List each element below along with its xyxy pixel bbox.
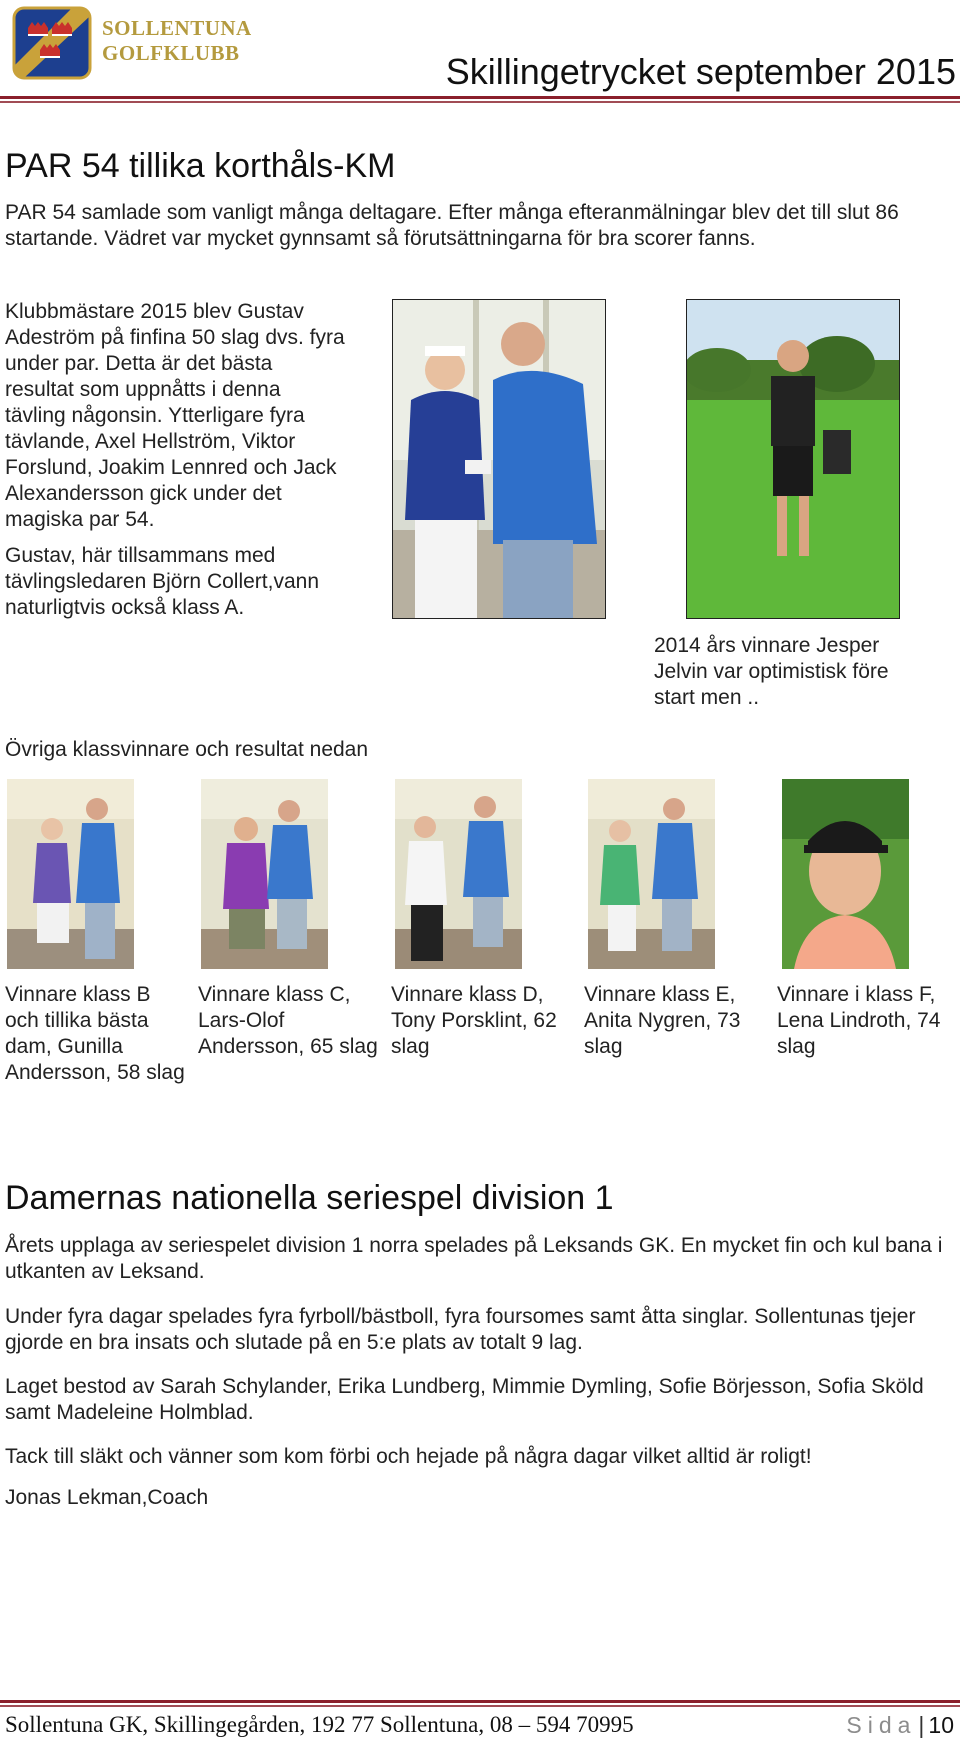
coach-signature: Jonas Lekman,Coach	[5, 1486, 209, 1509]
section-title-division1: Damernas nationella seriespel division 1	[5, 1179, 614, 1217]
photo-winner-class-e	[588, 779, 715, 969]
photo-winner-class-f-image	[782, 779, 909, 969]
photo-jesper-course	[686, 299, 900, 619]
division1-paragraph-thanks: Tack till släkt och vänner som kom förbi och hejade på några dagar vilket alltid är roligt!	[5, 1445, 812, 1468]
caption-winner-class-d: Vinnare klass D, Tony Porsklint, 62 slag	[391, 983, 557, 1058]
photo-winner-class-d-image	[395, 779, 522, 969]
header-rule	[0, 96, 960, 99]
footer-page-indicator	[846, 1711, 954, 1739]
footer-rule-secondary	[0, 1705, 960, 1707]
club-champion-paragraph: Klubbmästare 2015 blev Gustav Adeström på finfina 50 slag dvs. fyra under par. Detta är det bästa resultat som uppnåtts i denna tävling någonsin. Ytterligare fyra tävlande, Axel Hellström, Viktor Forslund, Joakim Lennred och Jack Alexandersson gick under det magiska par 54.	[5, 300, 345, 531]
caption-winner-class-f: Vinnare i klass F, Lena Lindroth, 74 slag	[777, 983, 941, 1058]
other-class-winners-heading: Övriga klassvinnare och resultat nedan	[5, 738, 369, 761]
club-name-line1: SOLLENTUNA	[102, 16, 252, 40]
division1-paragraph-team: Laget bestod av Sarah Schylander, Erika Lundberg, Mimmie Dymling, Sofie Börjesson, Sofia Sköld samt Madeleine Holmblad.	[5, 1375, 924, 1424]
footer-page-separator: |	[918, 1712, 925, 1738]
caption-winner-class-c: Vinnare klass C, Lars-Olof Andersson, 65 slag	[198, 983, 378, 1058]
club-name-line2: GOLFKLUBB	[102, 41, 240, 65]
footer-page-number: 10	[928, 1712, 954, 1738]
jesper-photo-caption: 2014 års vinnare Jesper Jelvin var optimistisk före start men ..	[654, 634, 889, 709]
photo-winner-class-c-image	[201, 779, 328, 969]
caption-winner-class-e: Vinnare klass E, Anita Nygren, 73 slag	[584, 983, 741, 1058]
photo-jesper-image	[687, 300, 899, 618]
division1-paragraph-result: Under fyra dagar spelades fyra fyrboll/bästboll, fyra foursomes samt åtta singlar. Sollentunas tjejer gjorde en bra insats och slutade på en 5:e plats av totalt 9 lag.	[5, 1305, 916, 1354]
division1-paragraph-venue: Årets upplaga av seriespelet division 1 norra spelades på Leksands GK. En mycket fin och kul bana i utkanten av Leksand.	[5, 1234, 943, 1283]
club-name	[102, 16, 252, 66]
club-crest-icon	[12, 6, 92, 80]
section-title-par54: PAR 54 tillika korthåls-KM	[5, 147, 396, 185]
photo-winner-class-b-image	[7, 779, 134, 969]
footer-address: Sollentuna GK, Skillingegården, 192 77 Sollentuna, 08 – 594 70995	[5, 1712, 634, 1737]
gustav-photo-caption: Gustav, här tillsammans med tävlingsledaren Björn Collert,vann naturligtvis också klass A.	[5, 544, 320, 619]
photo-gustav-image	[393, 300, 605, 618]
par54-intro-paragraph: PAR 54 samlade som vanligt många deltagare. Efter många efteranmälningar blev det till slut 86 startande. Vädret var mycket gynnsamt så förutsättningarna för bra scorer fanns.	[5, 201, 899, 250]
photo-winner-class-c	[201, 779, 328, 969]
photo-winner-class-e-image	[588, 779, 715, 969]
photo-winner-class-f	[782, 779, 909, 969]
document-title: Skillingetrycket september 2015	[445, 51, 956, 92]
photo-winner-class-d	[395, 779, 522, 969]
footer-rule	[0, 1700, 960, 1703]
photo-winner-class-b	[7, 779, 134, 969]
club-logo	[12, 6, 92, 80]
photo-gustav-prize	[392, 299, 606, 619]
header-rule-secondary	[0, 101, 960, 103]
caption-winner-class-b: Vinnare klass B och tillika bästa dam, Gunilla Andersson, 58 slag	[5, 983, 185, 1084]
footer-page-label: Sida	[846, 1712, 917, 1738]
